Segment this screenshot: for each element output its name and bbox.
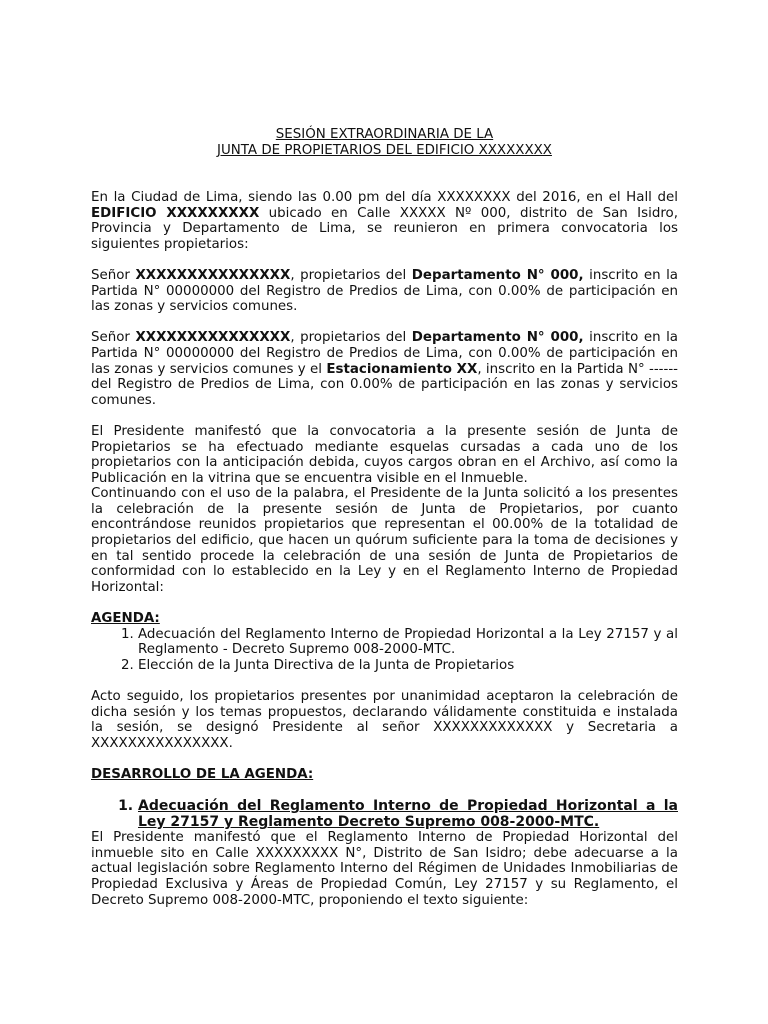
owner-name: XXXXXXXXXXXXXXX	[135, 330, 291, 346]
president-statement-paragraph: El Presidente manifestó que la convocatoria a la presente sesión de Junta de Propietarios se ha efectuado mediante esquelas cursadas a cada uno de los propietarios con la anticipación debida, cuyos cargos obran en el Archivo, así como la Publicación en la vitrina que se encuentra visible en el Inmueble.	[91, 423, 678, 486]
owner-paragraph-2: Señor XXXXXXXXXXXXXXX, propietarios del Departamento N° 000, inscrito en la Partida N° 00000000 del Registro de Predios de Lima, con 0.00% de participación en las zonas y servicios comunes y el Estacionamiento XX, inscrito en la Partida N° ------ del Registro de Predios de Lima, con 0.00% de participación en las zonas y servicios comunes.	[91, 330, 678, 408]
document-title-line-1: SESIÓN EXTRAORDINARIA DE LA	[275, 127, 494, 142]
president-continuation-paragraph: Continuando con el uso de la palabra, el Presidente de la Junta solicitó a los presentes la celebración de la presente sesión de Junta de Propietarios, por cuanto encontrándose reunidos propietarios que representan el 00.00% de la totalidad de propietarios del edificio, que hacen un quórum suficiente para la toma de decisiones y en tal sentido procede la celebración de una sesión de Junta de Propietarios de conformidad con lo establecido en la Ley y en el Reglamento Interno de Propiedad Horizontal:	[91, 486, 678, 595]
document-body	[91, 127, 678, 908]
document-title-line-2: JUNTA DE PROPIETARIOS DEL EDIFICIO XXXXXXXX	[217, 143, 552, 158]
building-name: EDIFICIO XXXXXXXXX	[91, 205, 260, 221]
owner-paragraph-1: Señor XXXXXXXXXXXXXXX, propietarios del Departamento N° 000, inscrito en la Partida N° 00000000 del Registro de Predios de Lima, con 0.00% de participación en las zonas y servicios comunes.	[91, 267, 678, 315]
agenda-list	[91, 627, 678, 674]
owner-name: XXXXXXXXXXXXXXX	[135, 267, 291, 283]
apartment-number: Departamento N° 000,	[411, 330, 584, 346]
development-paragraph: El Presidente manifestó que el Reglamento Interno de Propiedad Horizontal del inmueble sito en Calle XXXXXXXXX N°, Distrito de San Isidro; debe adecuarse a la actual legislación sobre Reglamento Interno del Régimen de Unidades Inmobiliarias de Propiedad Exclusiva y Áreas de Propiedad Común, Ley 27157 y su Reglamento, el Decreto Supremo 008-2000-MTC, proponiendo el texto siguiente:	[91, 830, 678, 908]
apartment-number: Departamento N° 000,	[411, 267, 584, 283]
development-item-heading: 1. Adecuación del Reglamento Interno de Propiedad Horizontal a la Ley 27157 y Reglamento Decreto Supremo 008-2000-MTC.	[138, 798, 678, 830]
agenda-heading: AGENDA:	[91, 611, 160, 627]
intro-paragraph: En la Ciudad de Lima, siendo las 0.00 pm del día XXXXXXXX del 2016, en el Hall del EDIFICIO XXXXXXXXX ubicado en Calle XXXXX Nº 000, distrito de San Isidro, Provincia y Departamento de Lima, se reunieron en primera convocatoria los siguientes propietarios:	[91, 190, 678, 252]
development-list	[91, 798, 678, 830]
agenda-item: 2. Elección de la Junta Directiva de la Junta de Propietarios	[138, 658, 678, 674]
development-heading: DESARROLLO DE LA AGENDA:	[91, 766, 314, 782]
parking-number: Estacionamiento XX	[326, 361, 478, 377]
agenda-item: 1. Adecuación del Reglamento Interno de Propiedad Horizontal a la Ley 27157 y al Reglamento - Decreto Supremo 008-2000-MTC.	[138, 627, 678, 658]
session-acceptance-paragraph: Acto seguido, los propietarios presentes por unanimidad aceptaron la celebración de dicha sesión y los temas propuestos, declarando válidamente constituida e instalada la sesión, se designó Presidente al señor XXXXXXXXXXXXX y Secretaria a XXXXXXXXXXXXXXX.	[91, 689, 678, 751]
